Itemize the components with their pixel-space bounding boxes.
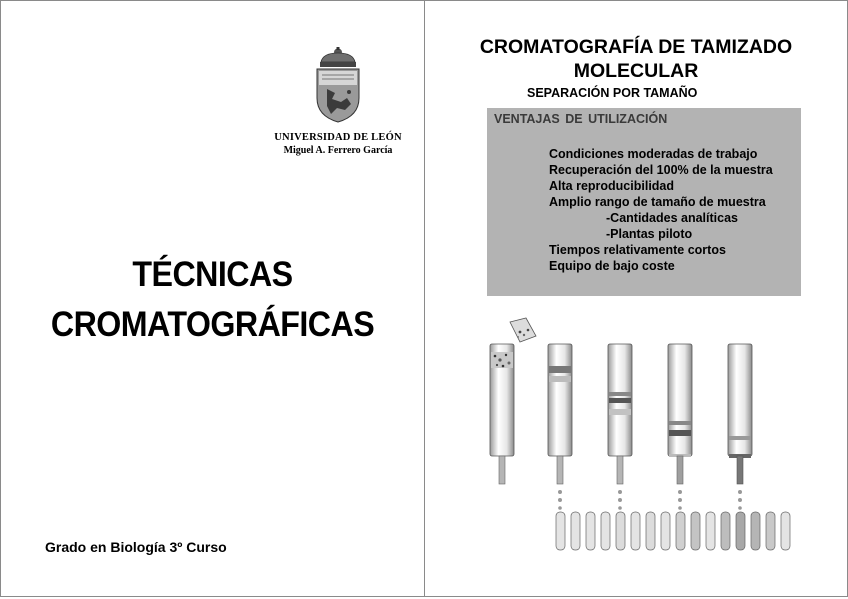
section-subtitle: SEPARACIÓN POR TAMAÑO — [527, 86, 698, 100]
main-title-line-2: CROMATOGRÁFICAS — [50, 305, 375, 344]
collection-tubes — [556, 512, 790, 550]
university-crest-icon — [313, 46, 363, 124]
column-stage-1 — [490, 344, 514, 484]
main-title-line-1: TÉCNICAS — [132, 255, 293, 294]
section-title-line-2: MOLECULAR — [573, 60, 699, 82]
advantage-item: Alta reproducibilidad — [549, 179, 675, 193]
column-stage-5 — [728, 344, 752, 484]
chromatography-columns-illustration — [480, 316, 810, 556]
advantage-item: Equipo de bajo coste — [549, 259, 675, 273]
advantage-item: Recuperación del 100% de la muestra — [549, 163, 773, 177]
eluted-drops — [558, 490, 742, 510]
advantage-item: Tiempos relativamente cortos — [549, 243, 726, 257]
advantage-item: Amplio rango de tamaño de muestra — [549, 195, 766, 209]
advantage-item: Condiciones moderadas de trabajo — [549, 147, 758, 161]
section-title-line-1: CROMATOGRAFÍA DE TAMIZADO — [479, 36, 793, 58]
advantage-subitem: -Plantas piloto — [606, 227, 693, 241]
sample-packet-icon — [510, 318, 536, 342]
author-name: Miguel A. Ferrero García — [283, 145, 393, 156]
column-stage-3 — [608, 344, 632, 484]
column-stage-2 — [548, 344, 572, 484]
course-label: Grado en Biología 3º Curso — [45, 539, 227, 555]
advantages-heading: VENTAJAS DE UTILIZACIÓN — [494, 112, 668, 126]
university-name: UNIVERSIDAD DE LEÓN — [274, 132, 402, 143]
column-stage-4 — [668, 344, 692, 484]
advantage-subitem: -Cantidades analíticas — [606, 211, 738, 225]
advantages-box — [487, 108, 801, 296]
